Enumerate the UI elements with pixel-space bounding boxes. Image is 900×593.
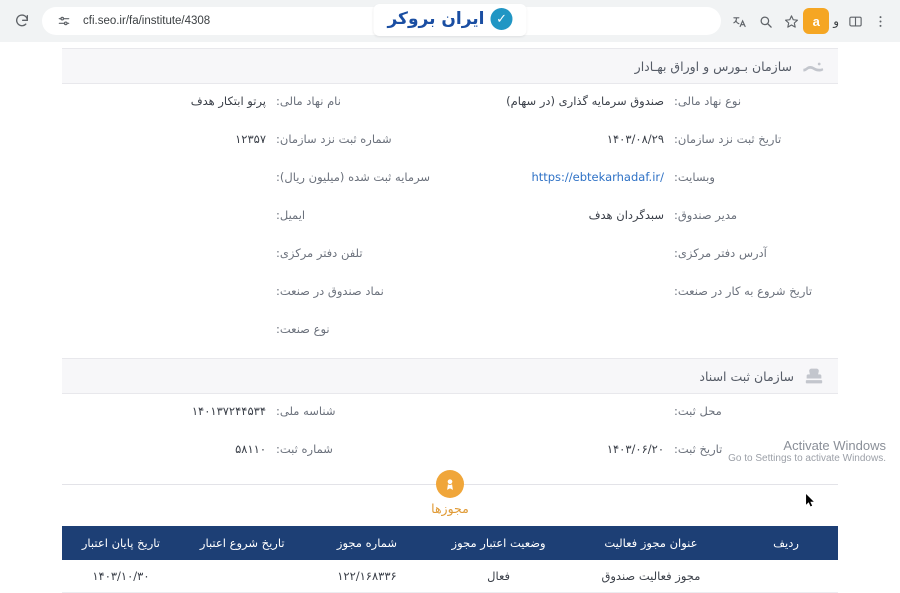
field-registration-place	[450, 394, 838, 432]
col-row-number: ردیف	[734, 526, 838, 560]
field-industry-start-date	[450, 274, 838, 312]
checkmark-icon: ✓	[491, 8, 513, 30]
reload-icon[interactable]	[8, 7, 36, 35]
certificates-table	[62, 526, 838, 593]
field-head-office-phone	[62, 236, 450, 274]
field-national-id	[62, 394, 450, 432]
field-registry-number	[62, 432, 450, 470]
field-label: شناسه ملی:	[276, 404, 336, 418]
section-header-registry	[62, 358, 838, 394]
field-label: تاریخ ثبت:	[674, 442, 723, 456]
col-valid-to: تاریخ پایان اعتبار	[62, 526, 180, 560]
field-registration-number	[62, 122, 450, 160]
translate-icon[interactable]	[727, 9, 751, 33]
omnibox-actions	[727, 9, 803, 33]
field-value: ۱۴۰۳/۰۸/۲۹	[606, 132, 664, 146]
cell-license-title: مجوز فعالیت صندوق	[568, 560, 734, 593]
section-divider	[62, 484, 838, 485]
stamp-icon	[804, 367, 824, 385]
market-right-column	[62, 84, 450, 350]
field-label: تاریخ ثبت نزد سازمان:	[674, 132, 782, 146]
field-label: شماره ثبت نزد سازمان:	[276, 132, 392, 146]
field-label: آدرس دفتر مرکزی:	[674, 246, 767, 260]
field-fund-manager	[450, 198, 838, 236]
col-valid-from: تاریخ شروع اعتبار	[180, 526, 305, 560]
site-logo[interactable]	[373, 4, 526, 36]
extension-label[interactable]: و	[833, 14, 839, 28]
field-label: تلفن دفتر مرکزی:	[276, 246, 363, 260]
search-icon[interactable]	[753, 9, 777, 33]
split-screen-icon[interactable]	[843, 9, 867, 33]
field-value: ۱۴۰۳/۰۶/۲۰	[606, 442, 664, 456]
field-label: نوع نهاد مالی:	[674, 94, 742, 108]
section-title-registry: سازمان ثبت اسناد	[699, 368, 794, 384]
address-bar-url: cfi.seo.ir/fa/institute/4308	[83, 15, 211, 27]
field-label: تاریخ شروع به کار در صنعت:	[674, 284, 813, 298]
field-fund-symbol	[62, 274, 450, 312]
certificate-icon	[436, 470, 464, 498]
field-registered-capital	[62, 160, 450, 198]
field-label: مدیر صندوق:	[674, 208, 738, 222]
field-registry-date	[450, 432, 838, 470]
page-content	[0, 42, 900, 583]
field-value: سبدگردان هدف	[588, 208, 664, 222]
col-license-title: عنوان مجوز فعالیت	[568, 526, 734, 560]
market-left-column	[450, 84, 838, 350]
col-license-status: وضعیت اعتبار مجوز	[429, 526, 568, 560]
browser-toolbar	[0, 0, 900, 42]
field-label: شماره ثبت:	[276, 442, 333, 456]
watermark-line-1: Activate Windows	[783, 438, 886, 453]
cell-valid-to: ۱۴۰۳/۱۰/۳۰	[62, 560, 180, 593]
registry-left-column	[450, 394, 838, 470]
registry-fields-grid	[62, 394, 838, 470]
field-label: ایمیل:	[276, 208, 306, 222]
cell-license-number: ۱۲۲/۱۶۸۳۳۶	[305, 560, 430, 593]
market-fields-grid	[62, 84, 838, 350]
field-label: نوع صنعت:	[276, 322, 330, 336]
field-label: وبسایت:	[674, 170, 715, 184]
field-email	[62, 198, 450, 236]
field-institution-name	[62, 84, 450, 122]
field-head-office-address	[450, 236, 838, 274]
site-logo-text: ایران بروکر	[387, 9, 485, 29]
certificates-title: مجوزها	[431, 501, 469, 516]
table-row	[62, 560, 838, 593]
browser-right-actions	[803, 8, 892, 34]
cell-license-status: فعال	[429, 560, 568, 593]
field-value: ۱۲۳۵۷	[235, 132, 266, 146]
field-label: نام نهاد مالی:	[276, 94, 341, 108]
field-label: نماد صندوق در صنعت:	[276, 284, 384, 298]
watermark-line-2: Go to Settings to activate Windows.	[728, 453, 886, 464]
registry-right-column	[62, 394, 450, 470]
cell-row-number	[734, 560, 838, 593]
more-menu-icon[interactable]	[868, 9, 892, 33]
field-value: ۵۸۱۱۰	[235, 442, 266, 456]
website-link[interactable]: https://ebtekarhadaf.ir/	[531, 170, 664, 184]
field-registration-date	[450, 122, 838, 160]
field-label: سرمایه ثبت شده (میلیون ریال):	[276, 170, 431, 184]
star-icon[interactable]	[779, 9, 803, 33]
field-website	[450, 160, 838, 198]
section-title-market: سازمان بـورس و اوراق بهـادار	[634, 58, 792, 74]
field-label: محل ثبت:	[674, 404, 722, 418]
field-industry-type	[62, 312, 450, 350]
field-value: ۱۴۰۱۳۷۲۴۴۵۳۴	[191, 404, 266, 418]
field-value: صندوق سرمایه گذاری (در سهام)	[506, 94, 664, 108]
col-license-number: شماره مجوز	[305, 526, 430, 560]
field-value: پرتو ابتکار هدف	[190, 94, 266, 108]
section-header-market	[62, 48, 838, 84]
site-settings-icon[interactable]	[52, 9, 76, 33]
cell-valid-from	[180, 560, 305, 593]
profile-avatar[interactable]: a	[803, 8, 829, 34]
table-header-row	[62, 526, 838, 560]
field-institution-type	[450, 84, 838, 122]
bank-icon	[802, 58, 824, 74]
